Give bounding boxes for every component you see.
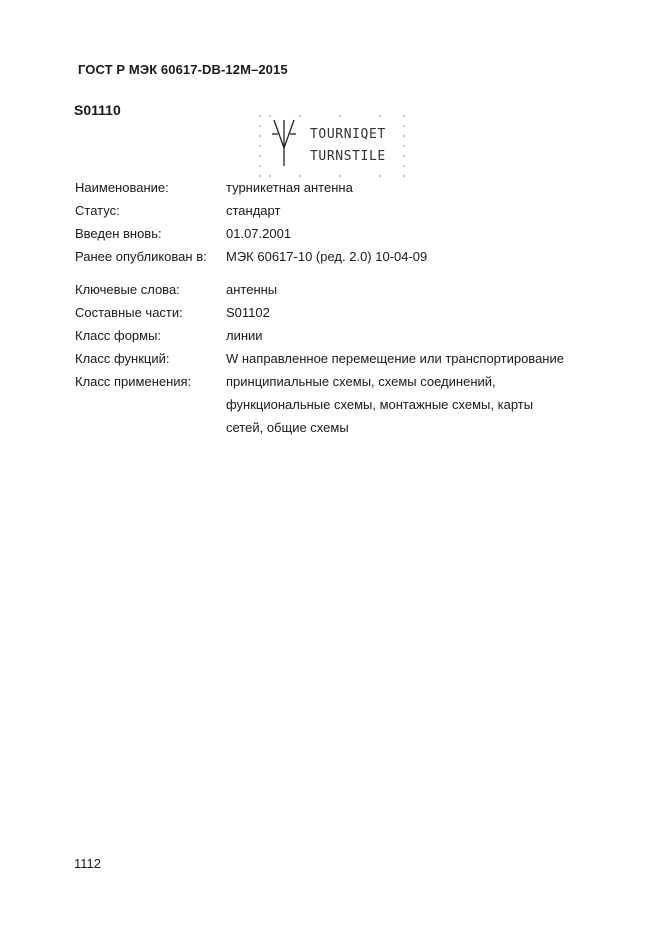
property-value: турникетная антенна — [226, 180, 353, 195]
property-label: Введен вновь: — [75, 226, 162, 241]
property-row-keywords — [75, 278, 595, 301]
property-row-function-class — [75, 347, 595, 370]
property-value: антенны — [226, 282, 278, 297]
property-label: Ранее опубликован в: — [75, 249, 207, 264]
property-row-application-class — [75, 370, 595, 439]
property-label: Составные части: — [75, 305, 183, 320]
property-value — [226, 370, 595, 439]
antenna-glyph — [272, 120, 296, 166]
property-label: Класс применения: — [75, 374, 192, 389]
section-spacer — [75, 268, 595, 278]
symbol-grid — [259, 115, 405, 177]
property-value: W направленное перемещение или транспортирование — [226, 351, 564, 366]
property-value-line: сетей, общие схемы — [226, 420, 349, 435]
document-header: ГОСТ Р МЭК 60617-DB-12M–2015 — [78, 62, 288, 77]
property-value: S01102 — [226, 305, 270, 320]
property-row-form-class — [75, 324, 595, 347]
property-value-line: принципиальные схемы, схемы соединений, — [226, 374, 496, 389]
symbol-label-line1: TOURNIQET — [310, 127, 386, 142]
property-label: Ключевые слова: — [75, 282, 180, 297]
property-row-name — [75, 176, 595, 199]
property-value-line: функциональные схемы, монтажные схемы, карты — [226, 397, 534, 412]
property-label: Наименование: — [75, 180, 169, 195]
property-value: стандарт — [226, 203, 281, 218]
property-row-parts — [75, 301, 595, 324]
symbol-code: S01110 — [74, 102, 121, 118]
property-label: Класс функций: — [75, 351, 170, 366]
turnstile-antenna-symbol-icon — [254, 108, 410, 184]
symbol-label-line2: TURNSTILE — [310, 149, 386, 164]
property-row-previously — [75, 245, 595, 268]
properties-table — [75, 176, 595, 439]
property-row-introduced — [75, 222, 595, 245]
property-value: МЭК 60617-10 (ред. 2.0) 10-04-09 — [226, 249, 428, 264]
page-number: 1112 — [74, 856, 101, 871]
property-label: Класс формы: — [75, 328, 162, 343]
property-label: Статус: — [75, 203, 120, 218]
property-value: линии — [226, 328, 263, 343]
property-value: 01.07.2001 — [226, 226, 292, 241]
property-row-status — [75, 199, 595, 222]
